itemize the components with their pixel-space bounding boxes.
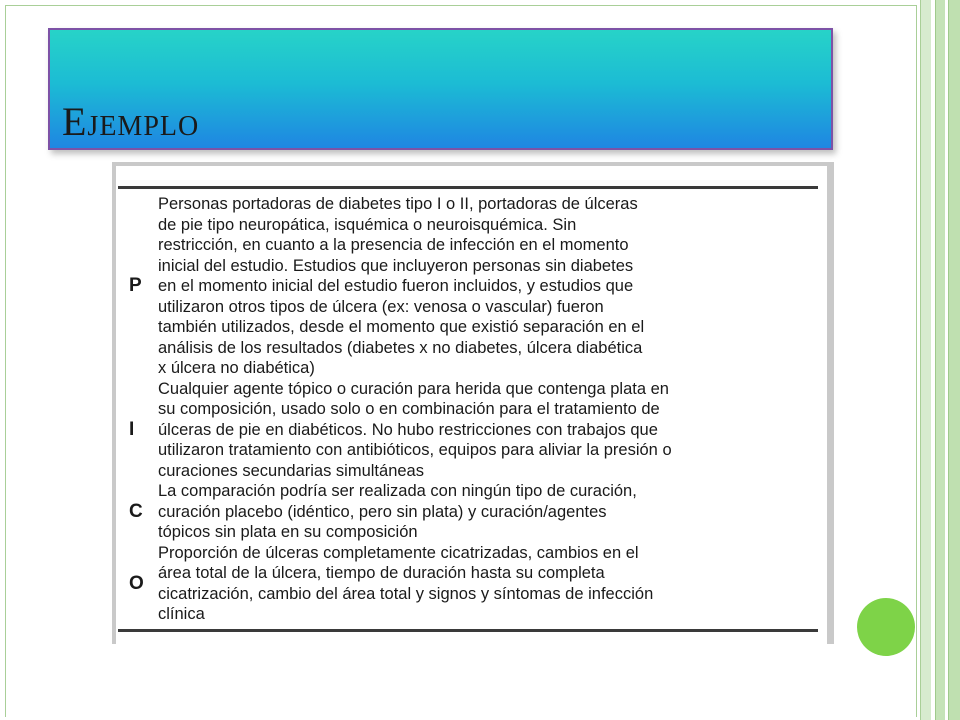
row-letter: O xyxy=(129,572,144,594)
table-row-o xyxy=(118,543,818,625)
side-stripe xyxy=(920,0,931,720)
side-stripe xyxy=(948,0,960,720)
row-text: Cualquier agente tópico o curación para herida que contenga plata en su composición, usado solo o en combinación para el tratamiento de úlceras de pie en diabéticos. No hubo restricciones con trabajos que utilizaron tratamiento con antibióticos, equipos para aliviar la presión o curaciones secundarias simultáneas xyxy=(158,379,672,480)
row-text: Personas portadoras de diabetes tipo I o II, portadoras de úlceras de pie tipo neuropática, isquémica o neuroisquémica. Sin restricción, en cuanto a la presencia de infección en el momento inicial del estudio. Estudios que incluyeron personas sin diabetes en el momento inicial del estudio fueron incluidos, y estudios que utilizaron otros tipos de úlcera (ex: venosa o vascular) fueron también utilizados, desde el momento que existió separación en el análisis de los resultados (diabetes x no diabetes, úlcera diabética x úlcera no diabética) xyxy=(158,195,645,377)
row-letter: P xyxy=(129,275,142,297)
slide-title: Ejemplo xyxy=(62,99,200,144)
row-text: La comparación podría ser realizada con ningún tipo de curación, curación placebo (idéntico, pero sin plata) y curación/agentes tópicos sin plata en su composición xyxy=(158,482,637,541)
table-row-p xyxy=(118,194,818,379)
title-banner xyxy=(48,28,833,150)
row-letter: I xyxy=(129,418,135,440)
side-stripe xyxy=(935,0,945,720)
pico-table xyxy=(118,186,818,632)
row-text: Proporción de úlceras completamente cicatrizadas, cambios en el área total de la úlcera, tiempo de duración hasta su completa cicatrización, cambio del área total y signos y síntomas de infección clínica xyxy=(158,543,654,623)
table-row-i xyxy=(118,379,818,482)
row-letter: C xyxy=(129,500,143,522)
table-row-c xyxy=(118,481,818,543)
accent-circle xyxy=(857,598,915,656)
